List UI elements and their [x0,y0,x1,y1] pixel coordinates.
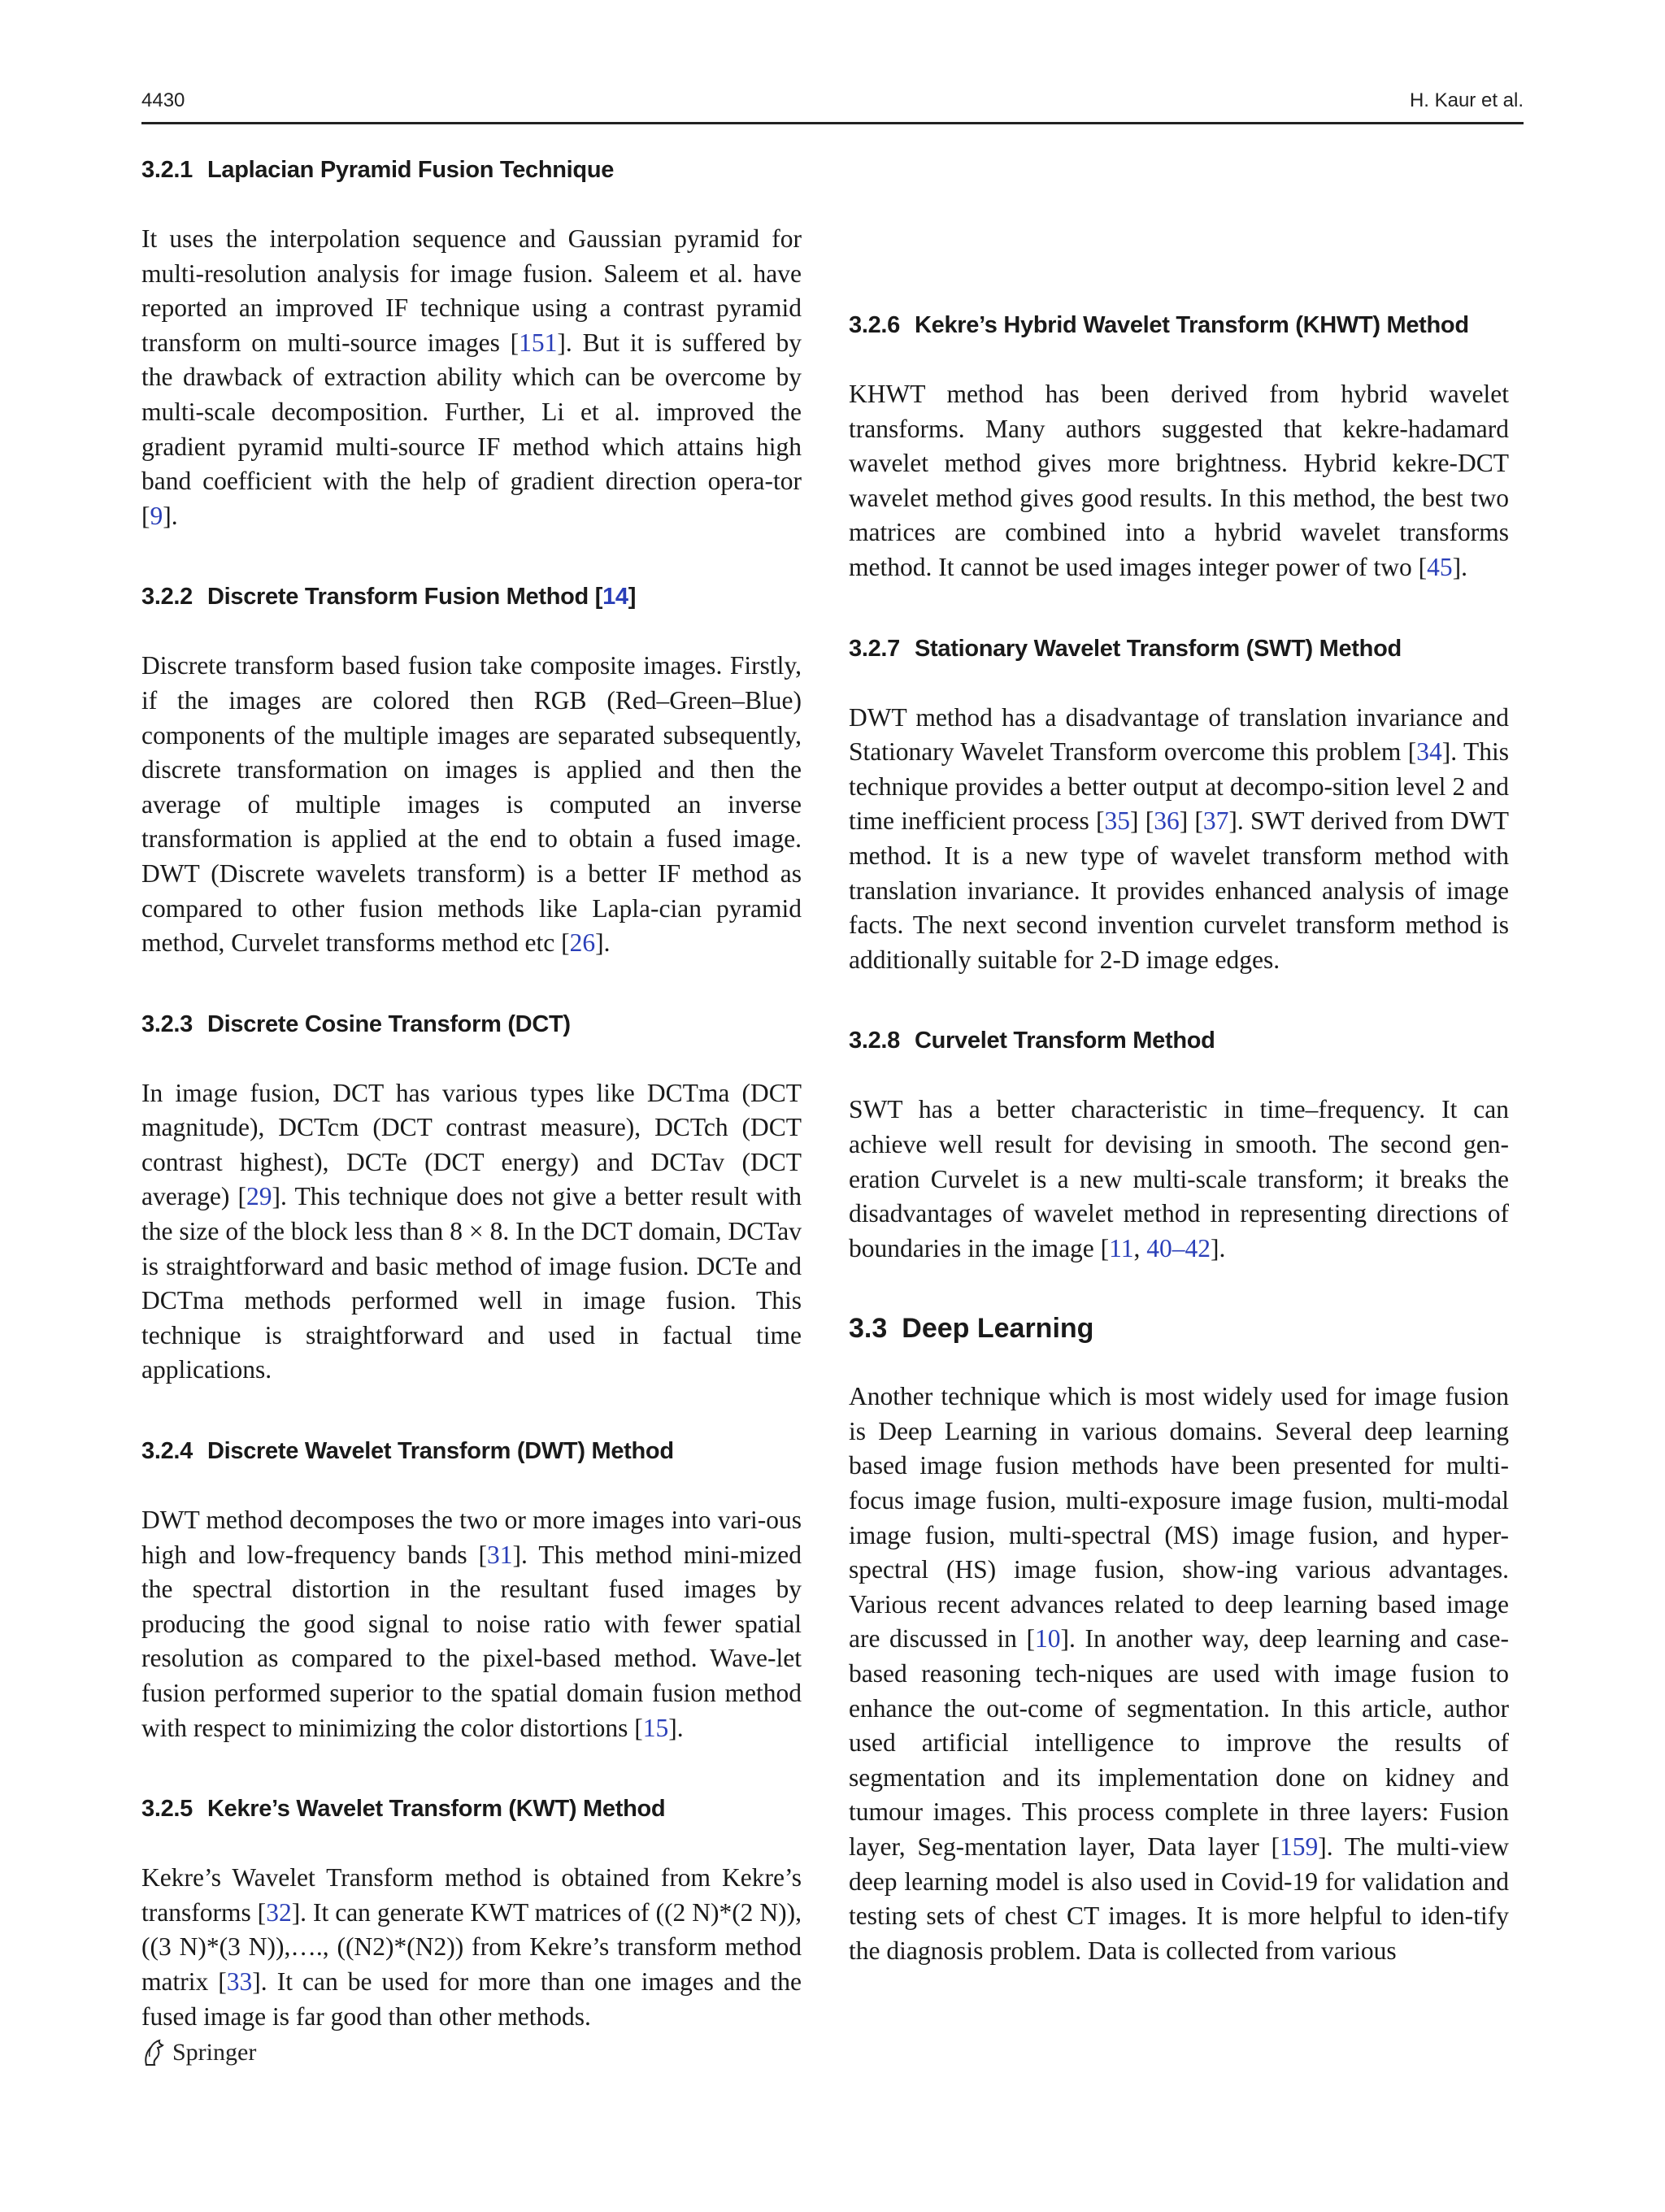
left-column [141,153,802,2034]
citation-link[interactable]: 33 [226,1966,253,1996]
running-head: H. Kaur et al. [1409,89,1524,111]
section-heading-3-2-8: 3.2.8 Curvelet Transform Method [849,1028,1215,1054]
section-heading-3-3: 3.3 Deep Learning [849,1313,1094,1345]
citation-link[interactable]: 45 [1427,552,1453,581]
citation-link[interactable]: 35 [1104,806,1130,836]
section-heading-3-2-1: 3.2.1 Laplacian Pyramid Fusion Technique [141,157,615,183]
paragraph-3-2-4: DWT method decomposes the two or more images into vari-ous high and low-frequency bands [31]. This method mini-mized the spectral distortion in the resultant fused images by producing the good signal to noise ratio with fewer spatial resolution as compared to the pixel-based method. Wave-let fusion performed superior to the spatial domain fusion method with respect to minimizing the color distortions [15]. [141,1506,802,1742]
citation-link[interactable]: 10 [1035,1624,1061,1654]
citation-link[interactable]: 37 [1202,806,1229,836]
citation-link[interactable]: 9 [150,501,163,530]
citation-link[interactable]: 29 [246,1182,272,1211]
citation-link[interactable]: 32 [266,1897,292,1927]
section-heading-3-2-5: 3.2.5 Kekre’s Wavelet Transform (KWT) Method [141,1796,666,1823]
section-heading-3-2-2: 3.2.2 Discrete Transform Fusion Method [14] [141,584,637,611]
paragraph-3-2-5-part-1: Kekre’s Wavelet Transform method is obtained from Kekre’s transforms [32]. It can generate KWT matrices of ((2 N)*(2 N)), ((3 N)*(3 N)),…., ((N2)*(N2)) from Kekre’s transform method matrix [33]. It can be used for more than one images and the fused image is far good than other methods. [141,1863,802,2031]
publisher-name: Springer [172,2039,257,2066]
page-number: 4430 [141,89,185,111]
paragraph-3-3: Another technique which is most widely used for image fusion is Deep Learning in various domains. Several deep learning based image fusion methods have been presented for multi-focus image fusion, multi-exposure image fusion, multi-modal image fusion, multi-spectral (MS) image fusion, and hyper-spectral (HS) image fusion, show-ing various advantages. Various recent advances related to deep learning based image are discussed in [10]. In another way, deep learning and case-based reasoning tech-niques are used with image fusion to enhance the out-come of segmentation. In this article, author used artificial intelligence to improve the results of segmentation and its implementation done on kidney and tumour images. This process complete in three layers: Fusion layer, Seg-mentation layer, Data layer [159]. The multi-view deep learning model is also used in Covid-19 for validation and testing sets of chest CT images. It is more helpful to iden-tify the diagnosis problem. Data is collected from various [849,1382,1509,1965]
header-rule [141,122,1524,124]
citation-link[interactable]: 14 [602,584,628,611]
paragraph-3-2-2: Discrete transform based fusion take composite images. Firstly, if the images are colored then RGB (Red–Green–Blue) components of the multiple images are separated subsequently, discrete transformation on images is applied and then the average of multiple images is computed an inverse transformation is applied at the end to obtain a fused image. DWT (Discrete wavelets transform) is a better IF method as compared to other fusion methods like Lapla-cian pyramid method, Curvelet transforms method etc [26]. [141,651,802,958]
citation-link[interactable]: 159 [1280,1832,1319,1861]
paragraph-3-2-7: DWT method has a disadvantage of translation invariance and Stationary Wavelet Transform overcome this problem [34]. This technique provides a better output at decompo-sition level 2 and time inefficient process [35] [36] [37]. SWT derived from DWT method. It is a new type of wavelet transform method with translation invariance. It provides enhanced analysis of image facts. The next second invention curvelet transform method is additionally suitable for 2-D image edges. [849,702,1510,974]
paragraph-3-2-3: In image fusion, DCT has various types like DCTma (DCT magnitude), DCTcm (DCT contrast measure), DCTch (DCT contrast highest), DCTe (DCT energy) and DCTav (DCT average) [29]. This technique does not give a better result with the size of the block less than 8 × 8. In the DCT domain, DCTav is straightforward and basic method of image fusion. DCTe and DCTma methods performed well in image fusion. This technique is straightforward and used in factual time applications. [141,1078,802,1384]
section-heading-3-2-4: 3.2.4 Discrete Wavelet Transform (DWT) Method [141,1438,674,1465]
paragraph-3-2-8: SWT has a better characteristic in time–frequency. It can achieve well result for devising in smooth. The second gen-eration Curvelet is a new multi-scale transform; it breaks the disadvantages of wavelet method in representing directions of boundaries in the image [11, 40–42]. [849,1095,1509,1262]
right-column [849,153,1509,1968]
section-heading-3-2-7: 3.2.7 Stationary Wavelet Transform (SWT) Method [849,635,1402,662]
citation-link[interactable]: 34 [1416,737,1442,767]
page-header [141,86,1524,120]
paragraph-3-2-1: It uses the interpolation sequence and Gaussian pyramid for multi-resolution analysis for image fusion. Saleem et al. have reported an improved IF technique using a contrast pyramid transform on multi-source images [151]. But it is suffered by the drawback of extraction ability which can be overcome by multi-scale decomposition. Further, Li et al. improved the gradient pyramid multi-source IF method which attains high band coefficient with the help of gradient direction opera-tor [9]. [141,224,802,530]
springer-horse-icon [141,2039,166,2066]
citation-link[interactable]: 40–42 [1146,1233,1211,1262]
citation-link[interactable]: 36 [1154,806,1180,836]
citation-link[interactable]: 15 [642,1713,669,1742]
page-footer [141,2039,256,2066]
paragraph-3-2-6: KHWT method has been derived from hybrid wavelet transforms. Many authors suggested that kekre-hadamard wavelet method gives more brightness. Hybrid kekre-DCT wavelet method gives good results. In this method, the best two matrices are combined into a hybrid wavelet transforms method. It cannot be used images integer power of two [45]. [849,380,1509,581]
section-heading-3-2-3: 3.2.3 Discrete Cosine Transform (DCT) [141,1010,571,1037]
section-heading-3-2-6: 3.2.6 Kekre’s Hybrid Wavelet Transform (KHWT) Method [849,312,1469,338]
citation-link[interactable]: 151 [519,328,558,357]
citation-link[interactable]: 26 [569,928,596,958]
citation-link[interactable]: 11 [1109,1233,1134,1262]
citation-link[interactable]: 31 [487,1540,513,1569]
